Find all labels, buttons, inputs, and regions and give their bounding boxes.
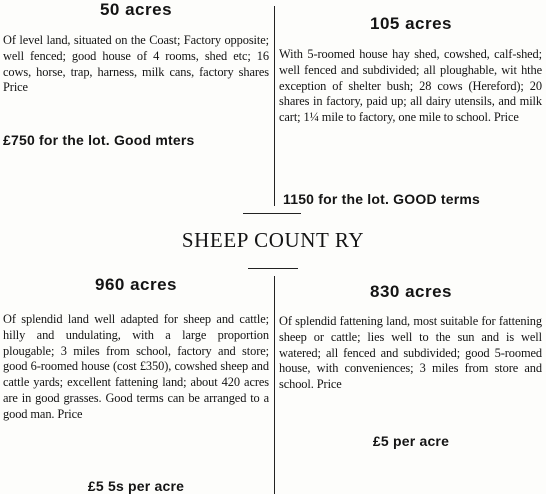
section-rule-bottom <box>248 268 298 269</box>
listing-price: £5 per acre <box>372 433 450 449</box>
listing-description: Of splendid land well adapted for sheep and cattle; hilly and undulating, with a large proportion plougable; 3 miles from school, factory and store; good 6-roomed house (cost £350), cowshed sheep and cattle yards; excellent fattening land; about 420 acres are in good grasses. Good terms can be arranged to a good man. Price <box>3 312 269 421</box>
column-divider-bottom <box>274 276 275 494</box>
listing-price: 1150 for the lot. GOOD terms <box>283 191 480 207</box>
listing-description: With 5-roomed house hay shed, cowshed, calf-shed; well fenced and subdivided; all ploughable, wit hthe exception of shelter bush; 28 cows (Hereford); 20 shares in factory, paid up; all dairy utensils, and milk cart; 1¼ mile to factory, one mile to school. Price <box>279 47 542 125</box>
listing-price: £750 for the lot. Good mters <box>3 132 195 148</box>
section-title: SHEEP COUNT RY <box>181 228 365 252</box>
listing-heading: 960 acres <box>94 275 178 294</box>
listing-heading: 105 acres <box>369 14 453 33</box>
listing-description: Of level land, situated on the Coast; Factory opposite; well fenced; good house of 4 rooms, shed etc; 16 cows, horse, trap, harness, milk cans, factory shares Price <box>3 33 269 95</box>
column-divider-top <box>274 6 275 206</box>
section-rule-top <box>243 213 301 214</box>
listing-heading: 50 acres <box>99 0 173 19</box>
listing-heading: 830 acres <box>369 282 453 301</box>
listing-description: Of splendid fattening land, most suitable for fattening sheep or cattle; lies well to the sun and is well watered; all fenced and subdivided; good 5-roomed house, with conveniences; 3 miles from store and school. Price <box>279 314 542 392</box>
listing-price: £5 5s per acre <box>87 478 185 494</box>
